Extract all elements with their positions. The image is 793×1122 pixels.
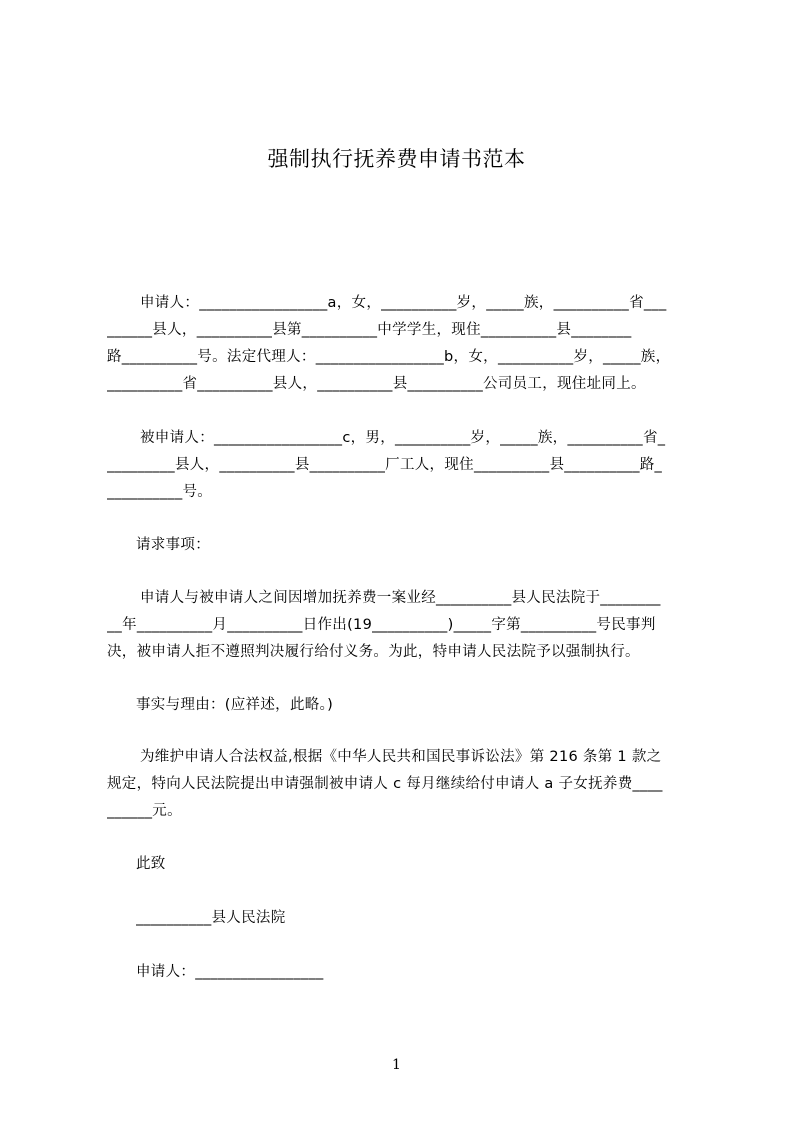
request-line-1: 申请人与被申请人之间因增加抚养费一案业经__________县人民法院于________ — [140, 590, 661, 606]
applicant-line-2: ______县人，__________县第__________中学学生，现住__________县________ — [107, 322, 632, 338]
reason-line-3: ______元。 — [107, 803, 182, 819]
respondent-line-3: __________号。 — [107, 484, 213, 500]
court-addressee: __________县人民法院 — [136, 910, 286, 926]
request-heading: 请求事项： — [136, 537, 210, 553]
reason-line-1: 为维护申请人合法权益,根据《中华人民共和国民事诉讼法》第 216 条第 1 款之 — [140, 749, 662, 765]
applicant-signature: 申请人：_________________ — [136, 964, 324, 980]
closing-salutation: 此致 — [136, 856, 166, 872]
document-title: 强制执行抚养费申请书范本 — [267, 147, 526, 171]
facts-heading: 事实与理由：(应祥述，此略。) — [136, 697, 334, 713]
reason-line-2: 规定，特向人民法院提出申请强制被申请人 c 每月继续给付申请人 a 子女抚养费____ — [107, 776, 663, 792]
respondent-line-1: 被申请人：_________________c，男，__________岁，_____族，__________省_ — [140, 430, 666, 446]
applicant-line-1: 申请人：_________________a，女，__________岁，_____族，__________省___ — [140, 295, 667, 311]
request-line-3: 决，被申请人拒不遵照判决履行给付义务。为此，特申请人民法院予以强制执行。 — [107, 644, 640, 660]
applicant-line-4: __________省__________县人，__________县__________公司员工，现住址同上。 — [107, 376, 646, 392]
request-line-2: __年__________月__________日作出(19__________)_____字第__________号民事判 — [107, 617, 656, 633]
respondent-line-2: _________县人，__________县__________厂工人，现住__________县__________路_ — [107, 457, 663, 473]
applicant-line-3: 路__________号。法定代理人：_________________b，女，__________岁，_____族， — [107, 349, 671, 365]
page-number: 1 — [392, 1057, 401, 1073]
